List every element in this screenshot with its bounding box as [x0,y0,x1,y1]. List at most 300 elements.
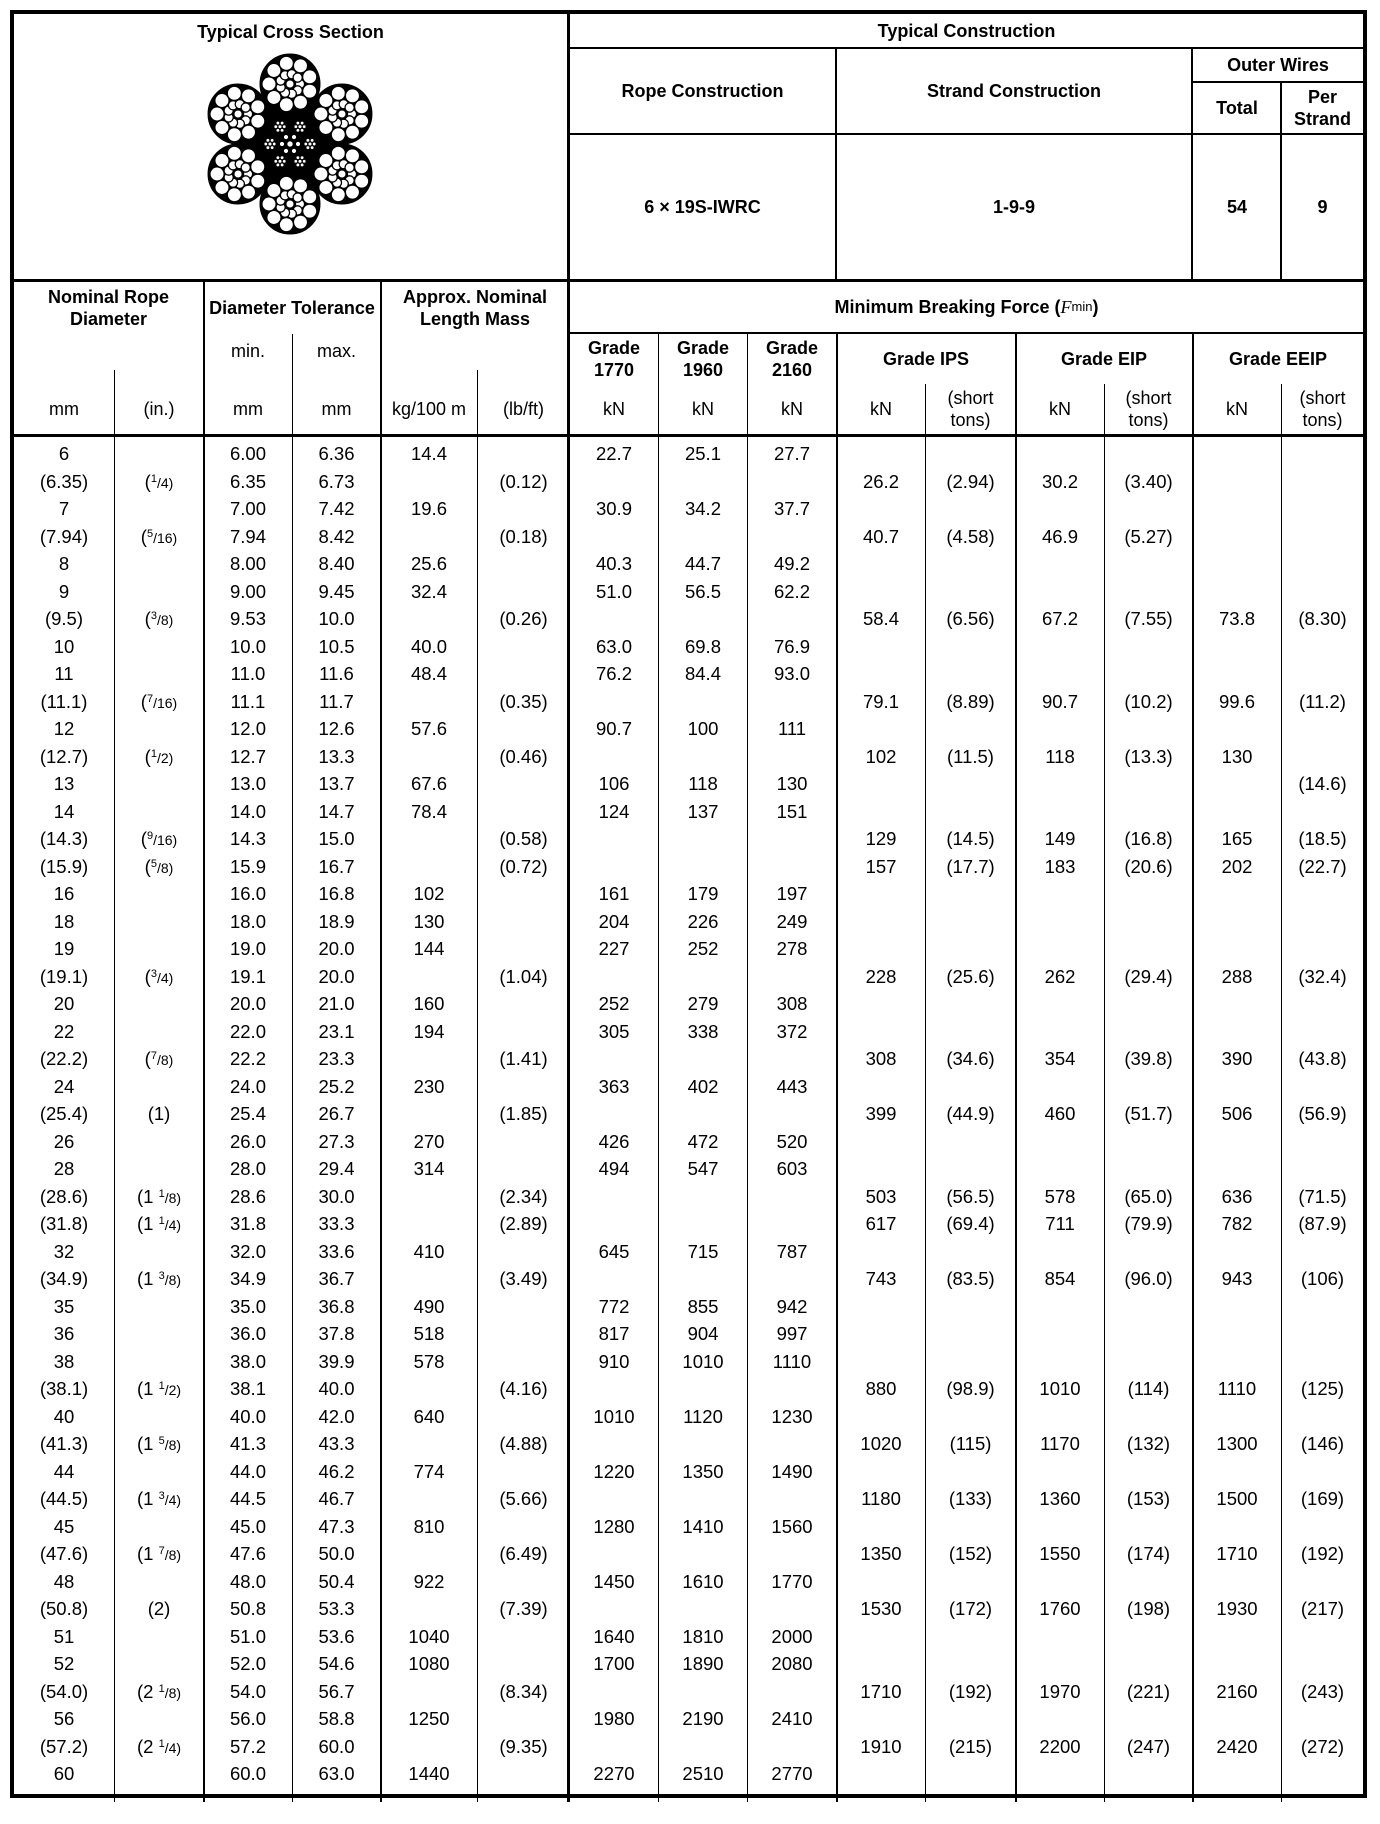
cell-mbf-eip-kn: 30.2 [1041,470,1078,492]
cell-mbf-1770 [570,1375,658,1402]
cell-mbf-eeip-kn [1193,715,1281,742]
cell-mbf-1960: 34.2 [684,498,721,519]
cell-mbf-eeip-tons: (169) [1300,1488,1345,1509]
cell-tolerance-min: 56.0 [229,1708,266,1729]
cell-mbf-ips-kn: 228 [865,965,897,987]
cell-mbf-1770: 772 [598,1295,630,1317]
outer-wires-header: Outer Wires [1227,55,1329,75]
cell-mbf-1770: 1980 [593,1708,635,1729]
cell-mbf-ips-tons: (2.94) [946,470,995,492]
cell-mass-lbft: (3.49) [499,1268,548,1289]
cell-nominal-in [115,935,203,962]
cell-mbf-eip-kn [1016,1568,1104,1595]
cell-tolerance-max: 50.4 [318,1570,355,1592]
cell-mass-lbft: (5.66) [499,1488,548,1509]
cell-nominal-mm: 16 [53,883,75,904]
cell-mbf-2160 [748,523,836,550]
cell-mbf-eeip-tons [1282,1403,1363,1430]
cell-mbf-ips-tons [926,1623,1015,1650]
cell-nominal-mm: 9 [58,580,70,602]
cell-mbf-ips-tons [926,1293,1015,1320]
table-row [14,1650,1363,1677]
cell-mbf-eip-tons [1105,990,1192,1017]
cell-mbf-1960 [659,963,747,990]
cell-tolerance-max: 7.42 [318,498,355,519]
cell-mbf-ips-tons [926,798,1015,825]
cell-nominal-mm: (9.5) [44,608,84,629]
cell-mass-lbft [478,715,569,742]
cell-mass-kg: 144 [413,938,445,959]
cell-mass-lbft [478,1568,569,1595]
cell-mass-lbft: (4.88) [499,1433,548,1454]
cell-mbf-2160 [748,1183,836,1210]
cell-mbf-ips-kn [837,1513,925,1540]
cell-mbf-2160 [748,1485,836,1512]
cell-mbf-1770: 1450 [593,1570,635,1592]
cell-mbf-eip-kn: 854 [1044,1268,1076,1289]
cell-tolerance-max: 8.42 [318,525,355,547]
cell-mass-lbft: (7.39) [499,1598,548,1619]
cell-mbf-eeip-kn [1193,440,1281,467]
cell-mbf-1770 [570,688,658,715]
cell-mbf-eeip-kn [1193,880,1281,907]
cell-nominal-mm: 14 [53,800,75,822]
cell-mass-kg [381,1485,477,1512]
cell-tolerance-max: 6.36 [318,443,355,464]
cell-mbf-2160: 49.2 [773,553,810,574]
cell-mbf-eeip-tons: (71.5) [1298,1185,1347,1207]
cell-mbf-eip-kn: 46.9 [1041,525,1078,547]
cell-mbf-1960 [659,688,747,715]
cell-mass-lbft: (0.46) [499,745,548,767]
cell-mbf-2160: 2000 [771,1625,813,1647]
table-row [14,770,1363,797]
table-row [14,825,1363,852]
cell-mbf-eip-tons [1105,440,1192,467]
cell-tolerance-min: 8.00 [229,553,266,574]
cell-mbf-ips-tons: (192) [948,1680,993,1702]
cell-tolerance-max: 23.3 [318,1048,355,1069]
cell-mbf-eeip-tons: (43.8) [1298,1048,1347,1069]
cell-mass-kg: 160 [413,993,445,1014]
cell-mbf-2160: 37.7 [773,498,810,519]
cell-mass-kg: 1250 [408,1708,450,1729]
cell-mass-lbft [478,1458,569,1485]
cell-mass-kg: 578 [413,1350,445,1372]
cell-mbf-eip-kn: 1550 [1039,1543,1081,1564]
cell-mbf-eip-tons [1105,1623,1192,1650]
cell-mbf-eeip-kn [1193,770,1281,797]
table-row [14,1320,1363,1347]
cell-nominal-in: ($^3$/8) [144,608,174,629]
table-row [14,1293,1363,1320]
cell-mbf-eeip-tons: (8.30) [1298,608,1347,629]
cell-tolerance-min: 44.0 [229,1460,266,1482]
cell-mbf-ips-kn: 1910 [860,1735,902,1757]
cell-tolerance-max: 21.0 [318,993,355,1014]
cell-mass-kg [381,1733,477,1760]
cell-tolerance-max: 10.0 [318,608,355,629]
table-row [14,715,1363,742]
cell-mbf-ips-tons: (69.4) [946,1213,995,1234]
cell-mbf-1960 [659,825,747,852]
cell-mbf-ips-tons [926,1128,1015,1155]
mbf-symbol: F [1060,297,1072,317]
cell-nominal-in [115,1320,203,1347]
table-row [14,688,1363,715]
cell-tolerance-max: 36.7 [318,1268,355,1289]
cell-tolerance-min: 12.0 [229,718,266,739]
cell-tolerance-max: 9.45 [318,580,355,602]
cell-mbf-1960 [659,468,747,495]
outer-wires-total-header: Total [1216,98,1258,118]
cell-mbf-eip-kn: 67.2 [1041,608,1078,629]
unit-kn-eeip: kN [1226,399,1248,419]
unit-tons-eip: (short tons) [1125,388,1172,430]
cell-tolerance-min: 20.0 [229,993,266,1014]
cell-mbf-1960: 2190 [682,1708,724,1729]
cell-nominal-in: ($^9$/16) [140,828,178,849]
cell-mbf-eip-kn [1016,770,1104,797]
cell-tolerance-max: 14.7 [318,800,355,822]
cell-tolerance-max: 58.8 [318,1708,355,1729]
cell-mbf-ips-tons: (152) [948,1543,993,1564]
cell-mass-kg: 32.4 [410,580,447,602]
table-row [14,1430,1363,1457]
cell-nominal-mm: 44 [53,1460,75,1482]
cell-nominal-mm: 13 [53,773,75,794]
cell-mass-kg [381,853,477,880]
cell-mbf-eip-kn: 183 [1044,855,1076,877]
cell-mbf-2160 [748,468,836,495]
cell-mbf-1770 [570,523,658,550]
cell-tolerance-max: 40.0 [318,1378,355,1399]
cell-mass-lbft [478,880,569,907]
cell-mbf-eip-tons [1105,1238,1192,1265]
cell-mbf-eip-kn: 90.7 [1041,690,1078,712]
cell-mbf-eeip-tons [1282,1293,1363,1320]
cell-mbf-eeip-tons [1282,935,1363,962]
cell-nominal-mm: (11.1) [40,690,88,712]
cell-mbf-1770 [570,1485,658,1512]
cell-mbf-eip-tons: (153) [1126,1488,1171,1509]
unit-kn-2160: kN [781,399,803,419]
table-row [14,1513,1363,1540]
cell-mbf-eeip-kn [1193,990,1281,1017]
cell-nominal-mm: 35 [53,1295,75,1317]
cell-tolerance-min: 36.0 [229,1323,266,1344]
nominal-diameter-header: Nominal Rope Diameter [47,287,169,329]
cell-mbf-2160: 1560 [771,1515,813,1537]
mbf-sub: min [1071,299,1093,314]
table-row [14,1238,1363,1265]
cell-mbf-eeip-tons [1282,1650,1363,1677]
cell-mbf-1960: 179 [687,883,719,904]
cell-mbf-1770: 1280 [593,1515,635,1537]
cell-mbf-eeip-tons [1282,1513,1363,1540]
cell-mbf-eeip-tons [1282,1458,1363,1485]
cell-mbf-1770 [570,1210,658,1237]
cell-mbf-eip-kn: 1360 [1039,1488,1081,1509]
cell-mbf-1960 [659,523,747,550]
table-row [14,1073,1363,1100]
cell-mass-lbft [478,1623,569,1650]
cell-mbf-1770 [570,1100,658,1127]
construction-title: Typical Construction [877,20,1056,41]
cell-mbf-ips-tons: (34.6) [946,1048,995,1069]
cell-nominal-in [115,1513,203,1540]
cell-nominal-mm: 12 [53,718,75,739]
cell-mbf-eip-kn [1016,990,1104,1017]
cell-mbf-eeip-kn [1193,578,1281,605]
cell-mbf-eip-kn [1016,1513,1104,1540]
rope-specification-sheet [10,10,1367,1798]
cell-mbf-eip-kn: 711 [1045,1213,1075,1234]
cell-mbf-eip-tons [1105,1073,1192,1100]
cell-mbf-ips-kn [837,1128,925,1155]
cell-mbf-eeip-kn [1193,468,1281,495]
cell-tolerance-max: 8.40 [318,553,355,574]
cell-tolerance-min: 47.6 [229,1543,266,1564]
cell-tolerance-min: 35.0 [229,1295,266,1317]
cell-tolerance-max: 18.9 [318,910,355,932]
cell-mass-lbft [478,1238,569,1265]
table-row [14,1100,1363,1127]
table-row [14,1128,1363,1155]
cell-nominal-in: ($^1$/2) [144,745,174,767]
cell-tolerance-min: 38.1 [229,1378,266,1399]
cell-tolerance-max: 12.6 [318,718,355,739]
cell-nominal-mm: 28 [53,1158,75,1179]
cell-tolerance-max: 20.0 [318,965,355,987]
cell-mbf-eeip-kn: 943 [1221,1268,1253,1289]
grade-ips-header: Grade IPS [882,349,970,369]
cell-mbf-eeip-tons: (243) [1300,1680,1345,1702]
cell-mbf-1960: 402 [687,1075,719,1097]
max-header: max. [316,341,356,361]
cell-mbf-eip-tons: (174) [1126,1543,1171,1564]
cell-nominal-mm: (34.9) [39,1268,89,1289]
cell-mass-lbft [478,633,569,660]
cell-mbf-2160 [748,1265,836,1292]
cell-mbf-1960 [659,1540,747,1567]
cell-mbf-ips-kn: 129 [865,828,897,849]
cell-mbf-2160 [748,1540,836,1567]
cell-mbf-eeip-tons [1282,715,1363,742]
cell-mbf-eip-tons: (247) [1126,1735,1171,1757]
cell-mbf-eip-kn [1016,1018,1104,1045]
cell-mbf-2160: 249 [776,910,808,932]
cell-tolerance-max: 54.6 [318,1653,355,1674]
cell-mbf-ips-kn [837,935,925,962]
cell-mbf-1960: 338 [687,1020,719,1042]
cell-mbf-eip-kn [1016,1238,1104,1265]
cell-mbf-ips-kn [837,798,925,825]
cell-mbf-eeip-tons: (106) [1300,1268,1345,1289]
cell-mbf-ips-tons [926,1568,1015,1595]
cell-tolerance-min: 38.0 [229,1350,266,1372]
cell-mbf-eip-kn: 262 [1044,965,1076,987]
cell-mbf-eeip-kn [1193,523,1281,550]
cell-mbf-eeip-kn: 202 [1221,855,1253,877]
cell-tolerance-min: 40.0 [229,1405,266,1427]
cell-mass-lbft [478,1155,569,1182]
cell-mass-kg: 194 [413,1020,445,1042]
cell-mbf-ips-kn [837,1650,925,1677]
cell-mbf-ips-kn [837,1155,925,1182]
cell-mbf-eip-tons: (10.2) [1124,690,1173,712]
cell-nominal-mm: 26 [53,1130,75,1152]
cell-mbf-1960: 2510 [682,1763,724,1784]
cell-mass-kg [381,1678,477,1705]
cell-mass-kg: 774 [413,1460,445,1482]
cell-tolerance-max: 39.9 [318,1350,355,1372]
cell-mass-lbft [478,1403,569,1430]
cell-nominal-in [115,1760,203,1787]
cell-mbf-2160: 1110 [772,1350,812,1372]
cell-mbf-1960: 1350 [682,1460,724,1482]
table-row [14,1568,1363,1595]
table-row [14,1375,1363,1402]
cell-mbf-2160: 2410 [771,1708,813,1729]
cell-mass-lbft: (2.89) [499,1213,548,1234]
cell-mbf-eeip-kn [1193,1018,1281,1045]
cell-mbf-ips-tons [926,1320,1015,1347]
cell-nominal-in: (1 $^7$/8) [136,1543,182,1564]
cell-nominal-mm: 32 [53,1240,75,1262]
table-row [14,1458,1363,1485]
table-row [14,1678,1363,1705]
cell-tolerance-min: 54.0 [229,1680,266,1702]
cell-mbf-eip-tons [1105,1403,1192,1430]
cell-mass-lbft: (4.16) [499,1378,548,1399]
cell-mbf-eip-tons [1105,1650,1192,1677]
cell-mbf-eeip-kn: 782 [1221,1213,1253,1234]
cell-mbf-2160: 197 [776,883,808,904]
cross-section-title: Typical Cross Section [197,22,384,42]
table-row [14,935,1363,962]
cell-mbf-eeip-kn [1193,798,1281,825]
cell-mbf-ips-tons [926,715,1015,742]
cell-mbf-1960: 226 [687,910,719,932]
table-row [14,468,1363,495]
table-row [14,1595,1363,1622]
cell-mbf-eeip-kn: 1500 [1216,1488,1258,1509]
cell-mbf-2160 [748,1045,836,1072]
cell-tolerance-max: 60.0 [318,1735,355,1757]
cell-mbf-ips-kn: 880 [865,1378,897,1399]
outer-wires-per-strand-header: Per Strand [1293,87,1351,129]
cell-tolerance-min: 18.0 [229,910,266,932]
cell-mbf-eeip-kn [1193,1568,1281,1595]
cell-mbf-ips-kn [837,715,925,742]
cell-tolerance-min: 12.7 [229,745,266,767]
cell-mbf-eeip-tons [1282,1155,1363,1182]
cell-mbf-ips-kn [837,908,925,935]
cell-nominal-in [115,990,203,1017]
cell-mbf-1770: 124 [598,800,630,822]
cell-mbf-2160: 1490 [771,1460,813,1482]
cell-tolerance-max: 53.3 [318,1598,355,1619]
cell-mbf-1960: 715 [687,1240,719,1262]
table-row [14,1540,1363,1567]
cell-mbf-ips-kn [837,1568,925,1595]
cell-nominal-mm: (38.1) [39,1378,89,1399]
cell-mbf-ips-tons: (115) [949,1433,992,1454]
cell-mbf-1770: 40.3 [595,553,632,574]
unit-in: (in.) [143,399,175,419]
cell-mbf-ips-kn [837,1073,925,1100]
cell-mbf-ips-kn [837,880,925,907]
cell-mass-lbft: (1.41) [499,1048,548,1069]
cell-mbf-1960: 472 [687,1130,719,1152]
cell-mass-kg: 102 [413,883,445,904]
cell-mbf-ips-kn [837,660,925,687]
cell-mbf-eip-tons: (198) [1126,1598,1171,1619]
strand-construction-value: 1-9-9 [992,197,1036,217]
cell-mbf-ips-kn [837,578,925,605]
cell-mbf-ips-kn: 743 [865,1268,897,1289]
cell-mbf-1960: 904 [687,1323,719,1344]
cell-mbf-ips-kn [837,1348,925,1375]
cell-mbf-1960 [659,1183,747,1210]
cell-nominal-mm: (28.6) [39,1185,89,1207]
cell-mbf-ips-tons: (4.58) [946,525,995,547]
cell-mbf-1960 [659,1595,747,1622]
cell-mbf-ips-tons [926,495,1015,522]
cell-mbf-eip-tons [1105,1128,1192,1155]
outer-wires-total-value: 54 [1226,197,1248,217]
cell-mbf-ips-tons [926,935,1015,962]
cell-mbf-1960 [659,605,747,632]
table-row [14,1018,1363,1045]
cell-mass-kg: 314 [413,1158,445,1179]
cell-nominal-mm: (47.6) [39,1543,89,1564]
cell-mass-lbft: (9.35) [499,1735,548,1757]
cell-mbf-1960: 69.8 [684,635,721,657]
cell-mass-lbft: (0.18) [499,525,548,547]
cell-nominal-mm: 19 [53,938,75,959]
cell-nominal-in [115,908,203,935]
cell-mbf-ips-tons [926,1513,1015,1540]
cell-mass-kg: 490 [413,1295,445,1317]
cell-nominal-in: (2) [147,1598,171,1619]
cell-mass-lbft [478,495,569,522]
cell-mbf-eip-tons: (114) [1127,1378,1170,1399]
cell-mbf-eip-kn [1016,1458,1104,1485]
cell-mbf-eip-kn: 578 [1044,1185,1076,1207]
cell-mbf-eeip-kn: 99.6 [1218,690,1255,712]
cell-mbf-eip-kn: 1760 [1039,1598,1081,1619]
cell-mbf-1960: 56.5 [684,580,721,602]
cell-nominal-mm: (6.35) [39,470,89,492]
cell-mbf-ips-tons [926,1760,1015,1787]
cell-nominal-in: (2 $^1$/8) [136,1680,182,1702]
cell-nominal-mm: (22.2) [39,1048,89,1069]
cell-nominal-mm: 51 [53,1625,75,1647]
table-row [14,660,1363,687]
cell-mbf-1770 [570,1733,658,1760]
cell-mbf-ips-kn: 1180 [861,1488,901,1509]
cell-mass-kg [381,825,477,852]
cell-tolerance-max: 10.5 [318,635,355,657]
cell-mbf-eip-tons [1105,1705,1192,1732]
cell-mass-kg: 78.4 [410,800,447,822]
cell-mbf-1770: 161 [598,883,630,904]
table-row [14,1705,1363,1732]
cell-mbf-eip-tons: (96.0) [1124,1268,1173,1289]
cell-nominal-mm: (15.9) [39,855,89,877]
